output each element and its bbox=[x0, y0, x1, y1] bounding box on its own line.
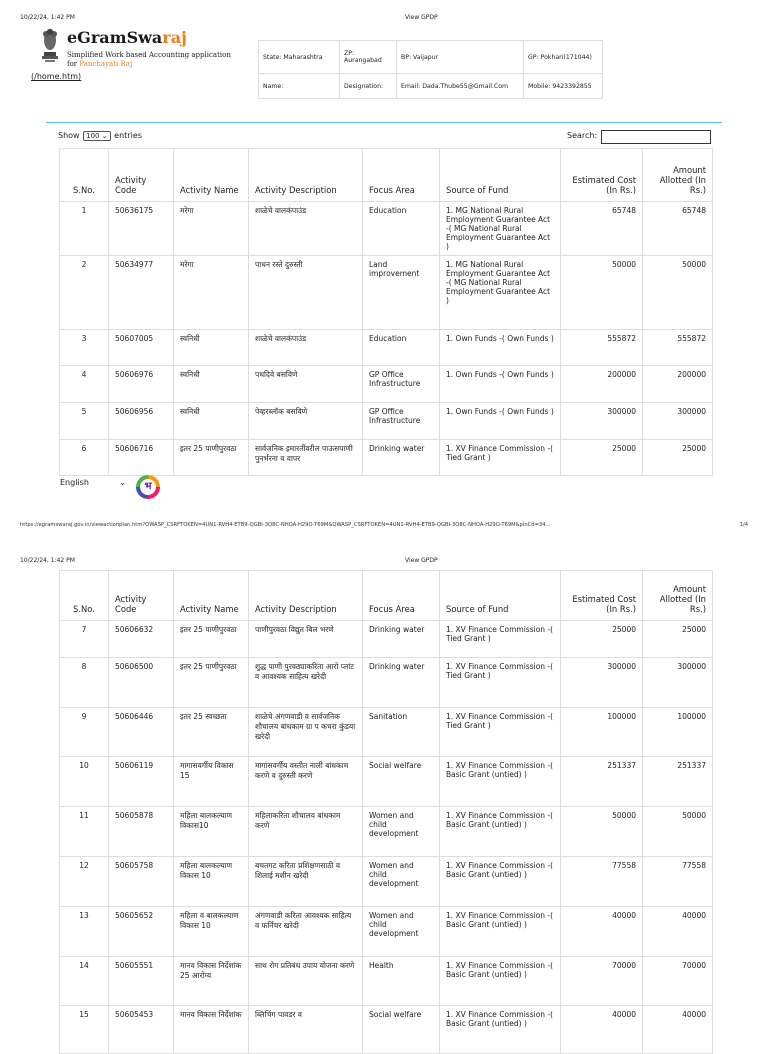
table-row bbox=[60, 1006, 713, 1054]
amount-allotted-cell: 40000 bbox=[643, 907, 713, 957]
focus-area-cell: Land improvement bbox=[363, 256, 440, 330]
source-of-fund-cell: 1. XV Finance Commission -( Tied Grant ) bbox=[440, 708, 561, 757]
focus-area-cell: Social welfare bbox=[363, 1006, 440, 1054]
chevron-down-icon: ⌄ bbox=[118, 478, 127, 488]
search-input[interactable] bbox=[601, 130, 711, 144]
source-of-fund-cell: 1. XV Finance Commission -( Basic Grant (untied) ) bbox=[440, 1006, 561, 1054]
source-of-fund-cell: 1. XV Finance Commission -( Basic Grant (untied) ) bbox=[440, 857, 561, 907]
sno-cell: 15 bbox=[60, 1006, 109, 1054]
focus-area-cell: Drinking water bbox=[363, 621, 440, 658]
col-header[interactable]: S.No. bbox=[60, 571, 109, 621]
focus-area-cell: Drinking water bbox=[363, 440, 440, 476]
activity-name-cell: स्वनिधी bbox=[174, 330, 249, 366]
estimated-cost-cell: 300000 bbox=[561, 658, 643, 708]
home-link[interactable]: (/home.htm) bbox=[31, 72, 82, 81]
amount-allotted-cell: 25000 bbox=[643, 440, 713, 476]
activity-description-cell: मागासवर्गीय वस्तीत नाली बांधकाम करणे व दुरुस्ती करणे bbox=[249, 757, 363, 807]
table-row bbox=[60, 330, 713, 366]
estimated-cost-cell: 251337 bbox=[561, 757, 643, 807]
estimated-cost-cell: 50000 bbox=[561, 807, 643, 857]
amount-allotted-cell: 25000 bbox=[643, 621, 713, 658]
sno-cell: 1 bbox=[60, 202, 109, 256]
focus-area-cell: Women and child development bbox=[363, 907, 440, 957]
print-title: View GPDP bbox=[405, 14, 438, 21]
sno-cell: 5 bbox=[60, 403, 109, 440]
activity-description-cell: शाळेचे अंगणवाडी व सार्वजनिक शौचालय बांधकाम ग्रा प कचरा कुंडया खरेदी bbox=[249, 708, 363, 757]
amount-allotted-cell: 50000 bbox=[643, 807, 713, 857]
col-header[interactable]: Source of Fund bbox=[440, 571, 561, 621]
sno-cell: 7 bbox=[60, 621, 109, 658]
col-header[interactable]: Focus Area bbox=[363, 149, 440, 202]
source-of-fund-cell: 1. MG National Rural Employment Guarantee Act -( MG National Rural Employment Guarantee Act ) bbox=[440, 256, 561, 330]
table-row bbox=[60, 621, 713, 658]
estimated-cost-cell: 100000 bbox=[561, 708, 643, 757]
activity-name-cell: इतर 25 पाणीपुरवठा bbox=[174, 621, 249, 658]
activity-name-cell: मागासवर्गीय विकास 15 bbox=[174, 757, 249, 807]
activity-name-cell: स्वनिधी bbox=[174, 403, 249, 440]
activity-name-cell: मानव विकास निर्देशांक bbox=[174, 1006, 249, 1054]
state-cell: State: Maharashtra bbox=[259, 41, 340, 74]
activity-description-cell: शाळेचे वालकंपाउंड bbox=[249, 202, 363, 256]
sno-cell: 14 bbox=[60, 957, 109, 1006]
activity-name-cell: महिला बालकल्याण विकास 10 bbox=[174, 857, 249, 907]
sno-cell: 2 bbox=[60, 256, 109, 330]
col-header[interactable]: Activity Description bbox=[249, 571, 363, 621]
table-row bbox=[60, 440, 713, 476]
amount-allotted-cell: 251337 bbox=[643, 757, 713, 807]
activity-name-cell: इतर 25 पाणीपुरवठा bbox=[174, 658, 249, 708]
estimated-cost-cell: 70000 bbox=[561, 957, 643, 1006]
print-footer bbox=[20, 522, 748, 528]
amount-allotted-cell: 40000 bbox=[643, 1006, 713, 1054]
amount-allotted-cell: 70000 bbox=[643, 957, 713, 1006]
estimated-cost-cell: 25000 bbox=[561, 621, 643, 658]
name-cell: Name: bbox=[259, 74, 340, 99]
activity-code-cell: 50606976 bbox=[109, 366, 174, 403]
activity-description-cell: पेव्हरब्लॉक बसविणे bbox=[249, 403, 363, 440]
source-of-fund-cell: 1. MG National Rural Employment Guarantee Act -( MG National Rural Employment Guarantee Act ) bbox=[440, 202, 561, 256]
entries-select[interactable]: 100 ⌄ bbox=[83, 131, 110, 141]
activity-code-cell: 50605453 bbox=[109, 1006, 174, 1054]
focus-area-cell: GP Office Infrastructure bbox=[363, 403, 440, 440]
col-header[interactable]: Activity Name bbox=[174, 149, 249, 202]
col-header[interactable]: Amount Allotted (In Rs.) bbox=[643, 571, 713, 621]
sno-cell: 9 bbox=[60, 708, 109, 757]
activity-description-cell: पाधन रस्ते दुरुस्ती bbox=[249, 256, 363, 330]
sno-cell: 4 bbox=[60, 366, 109, 403]
source-of-fund-cell: 1. XV Finance Commission -( Basic Grant (untied) ) bbox=[440, 807, 561, 857]
source-of-fund-cell: 1. XV Finance Commission -( Tied Grant ) bbox=[440, 658, 561, 708]
mobile-cell: Mobile: 9423392855 bbox=[524, 74, 603, 99]
activity-description-cell: शाळेचे वालकंपाउंड bbox=[249, 330, 363, 366]
activity-name-cell: महिला बालकल्याण विकास10 bbox=[174, 807, 249, 857]
estimated-cost-cell: 200000 bbox=[561, 366, 643, 403]
amount-allotted-cell: 300000 bbox=[643, 403, 713, 440]
activity-description-cell: शुद्ध पाणी पुरवठ्याकरिता आरो प्लांट व आवश्यक साहित्य खरेदी bbox=[249, 658, 363, 708]
activity-name-cell: स्वनिधी bbox=[174, 366, 249, 403]
print-datetime: 10/22/24, 1:42 PM bbox=[20, 557, 75, 564]
activity-name-cell: मानव विकास निर्देशांक 25 आरोग्य bbox=[174, 957, 249, 1006]
source-of-fund-cell: 1. XV Finance Commission -( Tied Grant ) bbox=[440, 621, 561, 658]
sno-cell: 6 bbox=[60, 440, 109, 476]
divider bbox=[46, 122, 722, 123]
focus-area-cell: Social welfare bbox=[363, 757, 440, 807]
sno-cell: 13 bbox=[60, 907, 109, 957]
focus-area-cell: Education bbox=[363, 330, 440, 366]
sno-cell: 3 bbox=[60, 330, 109, 366]
table-row bbox=[60, 366, 713, 403]
activity-name-cell: मरेगा bbox=[174, 202, 249, 256]
activity-name-cell: महिला व बालकल्याण विकास 10 bbox=[174, 907, 249, 957]
activity-table-continued bbox=[59, 570, 713, 1054]
activity-code-cell: 50606956 bbox=[109, 403, 174, 440]
activity-code-cell: 50605551 bbox=[109, 957, 174, 1006]
sno-cell: 10 bbox=[60, 757, 109, 807]
activity-code-cell: 50634977 bbox=[109, 256, 174, 330]
table-row bbox=[60, 403, 713, 440]
activity-code-cell: 50606632 bbox=[109, 621, 174, 658]
amount-allotted-cell: 65748 bbox=[643, 202, 713, 256]
table-row bbox=[60, 708, 713, 757]
table-row bbox=[60, 202, 713, 256]
table-row bbox=[60, 857, 713, 907]
activity-name-cell: मरेगा bbox=[174, 256, 249, 330]
estimated-cost-cell: 40000 bbox=[561, 1006, 643, 1054]
print-url: https://egramswaraj.gov.in/viewactionplan.htm?OWASP_CSRFTOKEN=4UN1-RVH4-ETB9-QGBI-3Q8C-NHOA-H29O-T69M&OWASP_CSRFTOKEN=4UN1-RVH4-ETB9-QGBI-3Q8C-NHOA-H29O-T69M&plnCd=34... bbox=[20, 522, 551, 528]
activity-name-cell: इतर 25 स्वच्छता bbox=[174, 708, 249, 757]
activity-code-cell: 50605878 bbox=[109, 807, 174, 857]
source-of-fund-cell: 1. XV Finance Commission -( Tied Grant ) bbox=[440, 440, 561, 476]
col-header[interactable]: Activity Name bbox=[174, 571, 249, 621]
activity-code-cell: 50606500 bbox=[109, 658, 174, 708]
estimated-cost-cell: 40000 bbox=[561, 907, 643, 957]
focus-area-cell: Women and child development bbox=[363, 807, 440, 857]
activity-description-cell: महिलाकरिता शौचालय बांधकाम करणे bbox=[249, 807, 363, 857]
sno-cell: 8 bbox=[60, 658, 109, 708]
activity-code-cell: 50606446 bbox=[109, 708, 174, 757]
source-of-fund-cell: 1. Own Funds -( Own Funds ) bbox=[440, 403, 561, 440]
sno-cell: 12 bbox=[60, 857, 109, 907]
language-select[interactable]: English ⌄ bbox=[60, 478, 127, 488]
activity-code-cell: 50607005 bbox=[109, 330, 174, 366]
chevron-down-icon: ⌄ bbox=[101, 132, 108, 140]
print-title: View GPDP bbox=[405, 557, 438, 564]
estimated-cost-cell: 300000 bbox=[561, 403, 643, 440]
zp-cell: ZP: Aurangabad bbox=[340, 41, 397, 74]
focus-area-cell: Education bbox=[363, 202, 440, 256]
table-row bbox=[60, 957, 713, 1006]
page-number: 1/4 bbox=[739, 522, 748, 528]
table-row bbox=[60, 907, 713, 957]
col-header[interactable]: Estimated Cost (In Rs.) bbox=[561, 149, 643, 202]
estimated-cost-cell: 77558 bbox=[561, 857, 643, 907]
table-row bbox=[60, 757, 713, 807]
source-of-fund-cell: 1. XV Finance Commission -( Basic Grant (untied) ) bbox=[440, 957, 561, 1006]
activity-code-cell: 50606716 bbox=[109, 440, 174, 476]
col-header[interactable]: Source of Fund bbox=[440, 149, 561, 202]
amount-allotted-cell: 200000 bbox=[643, 366, 713, 403]
activity-name-cell: इतर 25 पाणीपुरवठा bbox=[174, 440, 249, 476]
table-row bbox=[60, 256, 713, 330]
table-row bbox=[60, 658, 713, 708]
gp-cell: GP: Pokhari(171044) bbox=[524, 41, 603, 74]
activity-description-cell: बचतगट करिता प्रशिक्षणसाठी व शिलाई मशीन खरेदी bbox=[249, 857, 363, 907]
activity-code-cell: 50606119 bbox=[109, 757, 174, 807]
activity-code-cell: 50605758 bbox=[109, 857, 174, 907]
activity-code-cell: 50636175 bbox=[109, 202, 174, 256]
col-header[interactable]: Estimated Cost (In Rs.) bbox=[561, 571, 643, 621]
focus-area-cell: Drinking water bbox=[363, 658, 440, 708]
brand-tagline-2: for Panchayati Raj bbox=[67, 60, 133, 68]
bp-cell: BP: Vaijapur bbox=[397, 41, 524, 74]
activity-description-cell: ब्लिचिंग पावडर व bbox=[249, 1006, 363, 1054]
col-header[interactable]: Amount Allotted (In Rs.) bbox=[643, 149, 713, 202]
estimated-cost-cell: 50000 bbox=[561, 256, 643, 330]
focus-area-cell: Health bbox=[363, 957, 440, 1006]
source-of-fund-cell: 1. XV Finance Commission -( Basic Grant (untied) ) bbox=[440, 907, 561, 957]
activity-description-cell: पाणीपुरवठा विद्युत बिल भरणे bbox=[249, 621, 363, 658]
amount-allotted-cell: 555872 bbox=[643, 330, 713, 366]
activity-description-cell: सार्वजनिक इमारतींवरील पाऊसपाणी पुनर्भरना व वापर bbox=[249, 440, 363, 476]
col-header[interactable]: Activity Description bbox=[249, 149, 363, 202]
designation-cell: Designation: bbox=[340, 74, 397, 99]
activity-table bbox=[59, 148, 713, 476]
activity-code-cell: 50605652 bbox=[109, 907, 174, 957]
col-header[interactable]: Activity Code bbox=[109, 149, 174, 202]
brand-name: eGramSwaraj bbox=[67, 28, 187, 47]
activity-description-cell: अंगणवाडी करिता आवश्यक साहित्य व फर्निचर खरेदी bbox=[249, 907, 363, 957]
activity-description-cell: पथदिवे बसविणे bbox=[249, 366, 363, 403]
col-header[interactable]: Focus Area bbox=[363, 571, 440, 621]
brand-tagline: Simplified Work based Accounting application bbox=[67, 51, 231, 59]
source-of-fund-cell: 1. XV Finance Commission -( Basic Grant (untied) ) bbox=[440, 757, 561, 807]
print-datetime: 10/22/24, 1:42 PM bbox=[20, 14, 75, 21]
amount-allotted-cell: 77558 bbox=[643, 857, 713, 907]
national-emblem-icon bbox=[38, 26, 62, 66]
col-header[interactable]: S.No. bbox=[60, 149, 109, 202]
estimated-cost-cell: 555872 bbox=[561, 330, 643, 366]
table-row bbox=[60, 807, 713, 857]
focus-area-cell: Women and child development bbox=[363, 857, 440, 907]
focus-area-cell: GP Office Infrastructure bbox=[363, 366, 440, 403]
email-cell: Email: Dada.Thube55@Gmail.Com bbox=[397, 74, 524, 99]
entries-control: Show 100 ⌄ entries bbox=[58, 131, 142, 140]
user-info-table bbox=[258, 40, 603, 99]
source-of-fund-cell: 1. Own Funds -( Own Funds ) bbox=[440, 330, 561, 366]
bhashini-icon[interactable]: भ bbox=[136, 475, 160, 499]
sno-cell: 11 bbox=[60, 807, 109, 857]
source-of-fund-cell: 1. Own Funds -( Own Funds ) bbox=[440, 366, 561, 403]
focus-area-cell: Sanitation bbox=[363, 708, 440, 757]
search-control: Search: bbox=[567, 131, 597, 140]
amount-allotted-cell: 50000 bbox=[643, 256, 713, 330]
amount-allotted-cell: 300000 bbox=[643, 658, 713, 708]
activity-description-cell: साथ रोग प्रतिबंध उपाय योजना करणे bbox=[249, 957, 363, 1006]
col-header[interactable]: Activity Code bbox=[109, 571, 174, 621]
amount-allotted-cell: 100000 bbox=[643, 708, 713, 757]
estimated-cost-cell: 25000 bbox=[561, 440, 643, 476]
estimated-cost-cell: 65748 bbox=[561, 202, 643, 256]
